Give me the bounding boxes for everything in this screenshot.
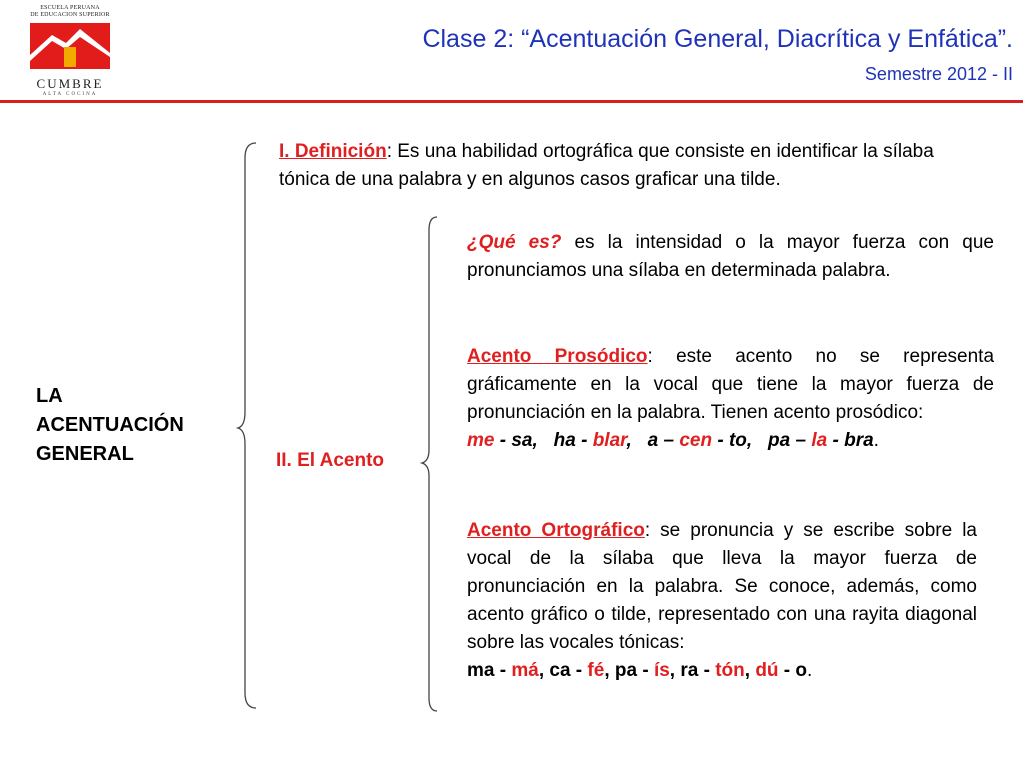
ortografico-term: Acento Ortográfico	[467, 520, 645, 541]
prosodico-body	[467, 343, 994, 427]
example-blar: blar	[592, 430, 627, 451]
ortografico-examples	[467, 657, 977, 685]
example-to: - to,	[712, 430, 753, 451]
main-label-line2: ACENTUACIÓN	[36, 414, 184, 436]
example-du: dú	[755, 660, 779, 681]
main-brace	[238, 143, 256, 708]
logo-name: CUMBRE	[36, 76, 104, 91]
prosodico-text: : este acento no se representa gráficamente en la vocal que tiene la mayor fuerza de pronunciación en la palabra. Tienen acento prosódico:	[467, 346, 995, 423]
example-cen: cen	[679, 430, 713, 451]
example-bra: - bra	[827, 430, 874, 451]
example-fe: fé	[587, 660, 605, 681]
que-es-term: ¿Qué es?	[467, 232, 562, 253]
ortografico-text: : se pronuncia y se escribe sobre la vocal de la sílaba que lleva la mayor fuerza de pronunciación en la palabra. Se conoce, además, como acento gráfico o tilde, representado con una rayita diagonal sobre las vocales tónicas:	[467, 520, 977, 653]
example-o: - o	[778, 660, 808, 681]
example-me: me	[467, 430, 495, 451]
que-es-text: es la intensidad o la mayor fuerza con que pronunciamos una sílaba en determinada palabra.	[467, 232, 994, 281]
main-label-line3: GENERAL	[36, 443, 134, 465]
example-period2: .	[807, 660, 813, 681]
acento-label: II. El Acento	[276, 450, 385, 471]
main-topic-label	[36, 382, 236, 469]
semester-label: Semestre 2012 - II	[864, 64, 1013, 84]
definition-text: : Es una habilidad ortográfica que consiste en identificar la sílaba tónica de una palabra y en algunos casos graficar una tilde.	[279, 141, 934, 190]
prosodico-examples	[467, 427, 994, 455]
example-comma2: ,	[626, 430, 632, 451]
ortografico-paragraph	[467, 517, 977, 685]
example-ha: ha -	[553, 430, 593, 451]
example-period: .	[873, 430, 879, 451]
example-sa: - sa,	[494, 430, 538, 451]
example-la: la	[811, 430, 828, 451]
page-title: Clase 2: “Acentuación General, Diacrítica y Enfática”.	[422, 25, 1013, 53]
example-pa: pa –	[768, 430, 812, 451]
prosodico-term: Acento Prosódico	[467, 346, 648, 367]
logo-line2: DE EDUCACION SUPERIOR	[30, 12, 110, 18]
ortografico-body	[467, 517, 977, 657]
example-pa2: , pa -	[604, 660, 654, 681]
example-ra: , ra -	[669, 660, 716, 681]
example-is: ís	[653, 660, 670, 681]
logo-line1: ESCUELA PERUANA	[40, 5, 100, 11]
example-ma-accent: má	[511, 660, 539, 681]
main-label-line1: LA	[36, 385, 63, 407]
que-es-paragraph	[467, 229, 994, 285]
logo-tagline: ALTA COCINA	[42, 92, 98, 97]
example-a: a –	[647, 430, 680, 451]
example-ca: , ca -	[538, 660, 588, 681]
example-ma: ma -	[467, 660, 512, 681]
definition-paragraph	[279, 138, 989, 194]
acento-brace	[422, 217, 437, 711]
definition-term: I. Definición	[279, 141, 387, 162]
example-sep: ,	[744, 660, 756, 681]
example-ton: tón	[715, 660, 745, 681]
prosodico-paragraph	[467, 343, 994, 455]
